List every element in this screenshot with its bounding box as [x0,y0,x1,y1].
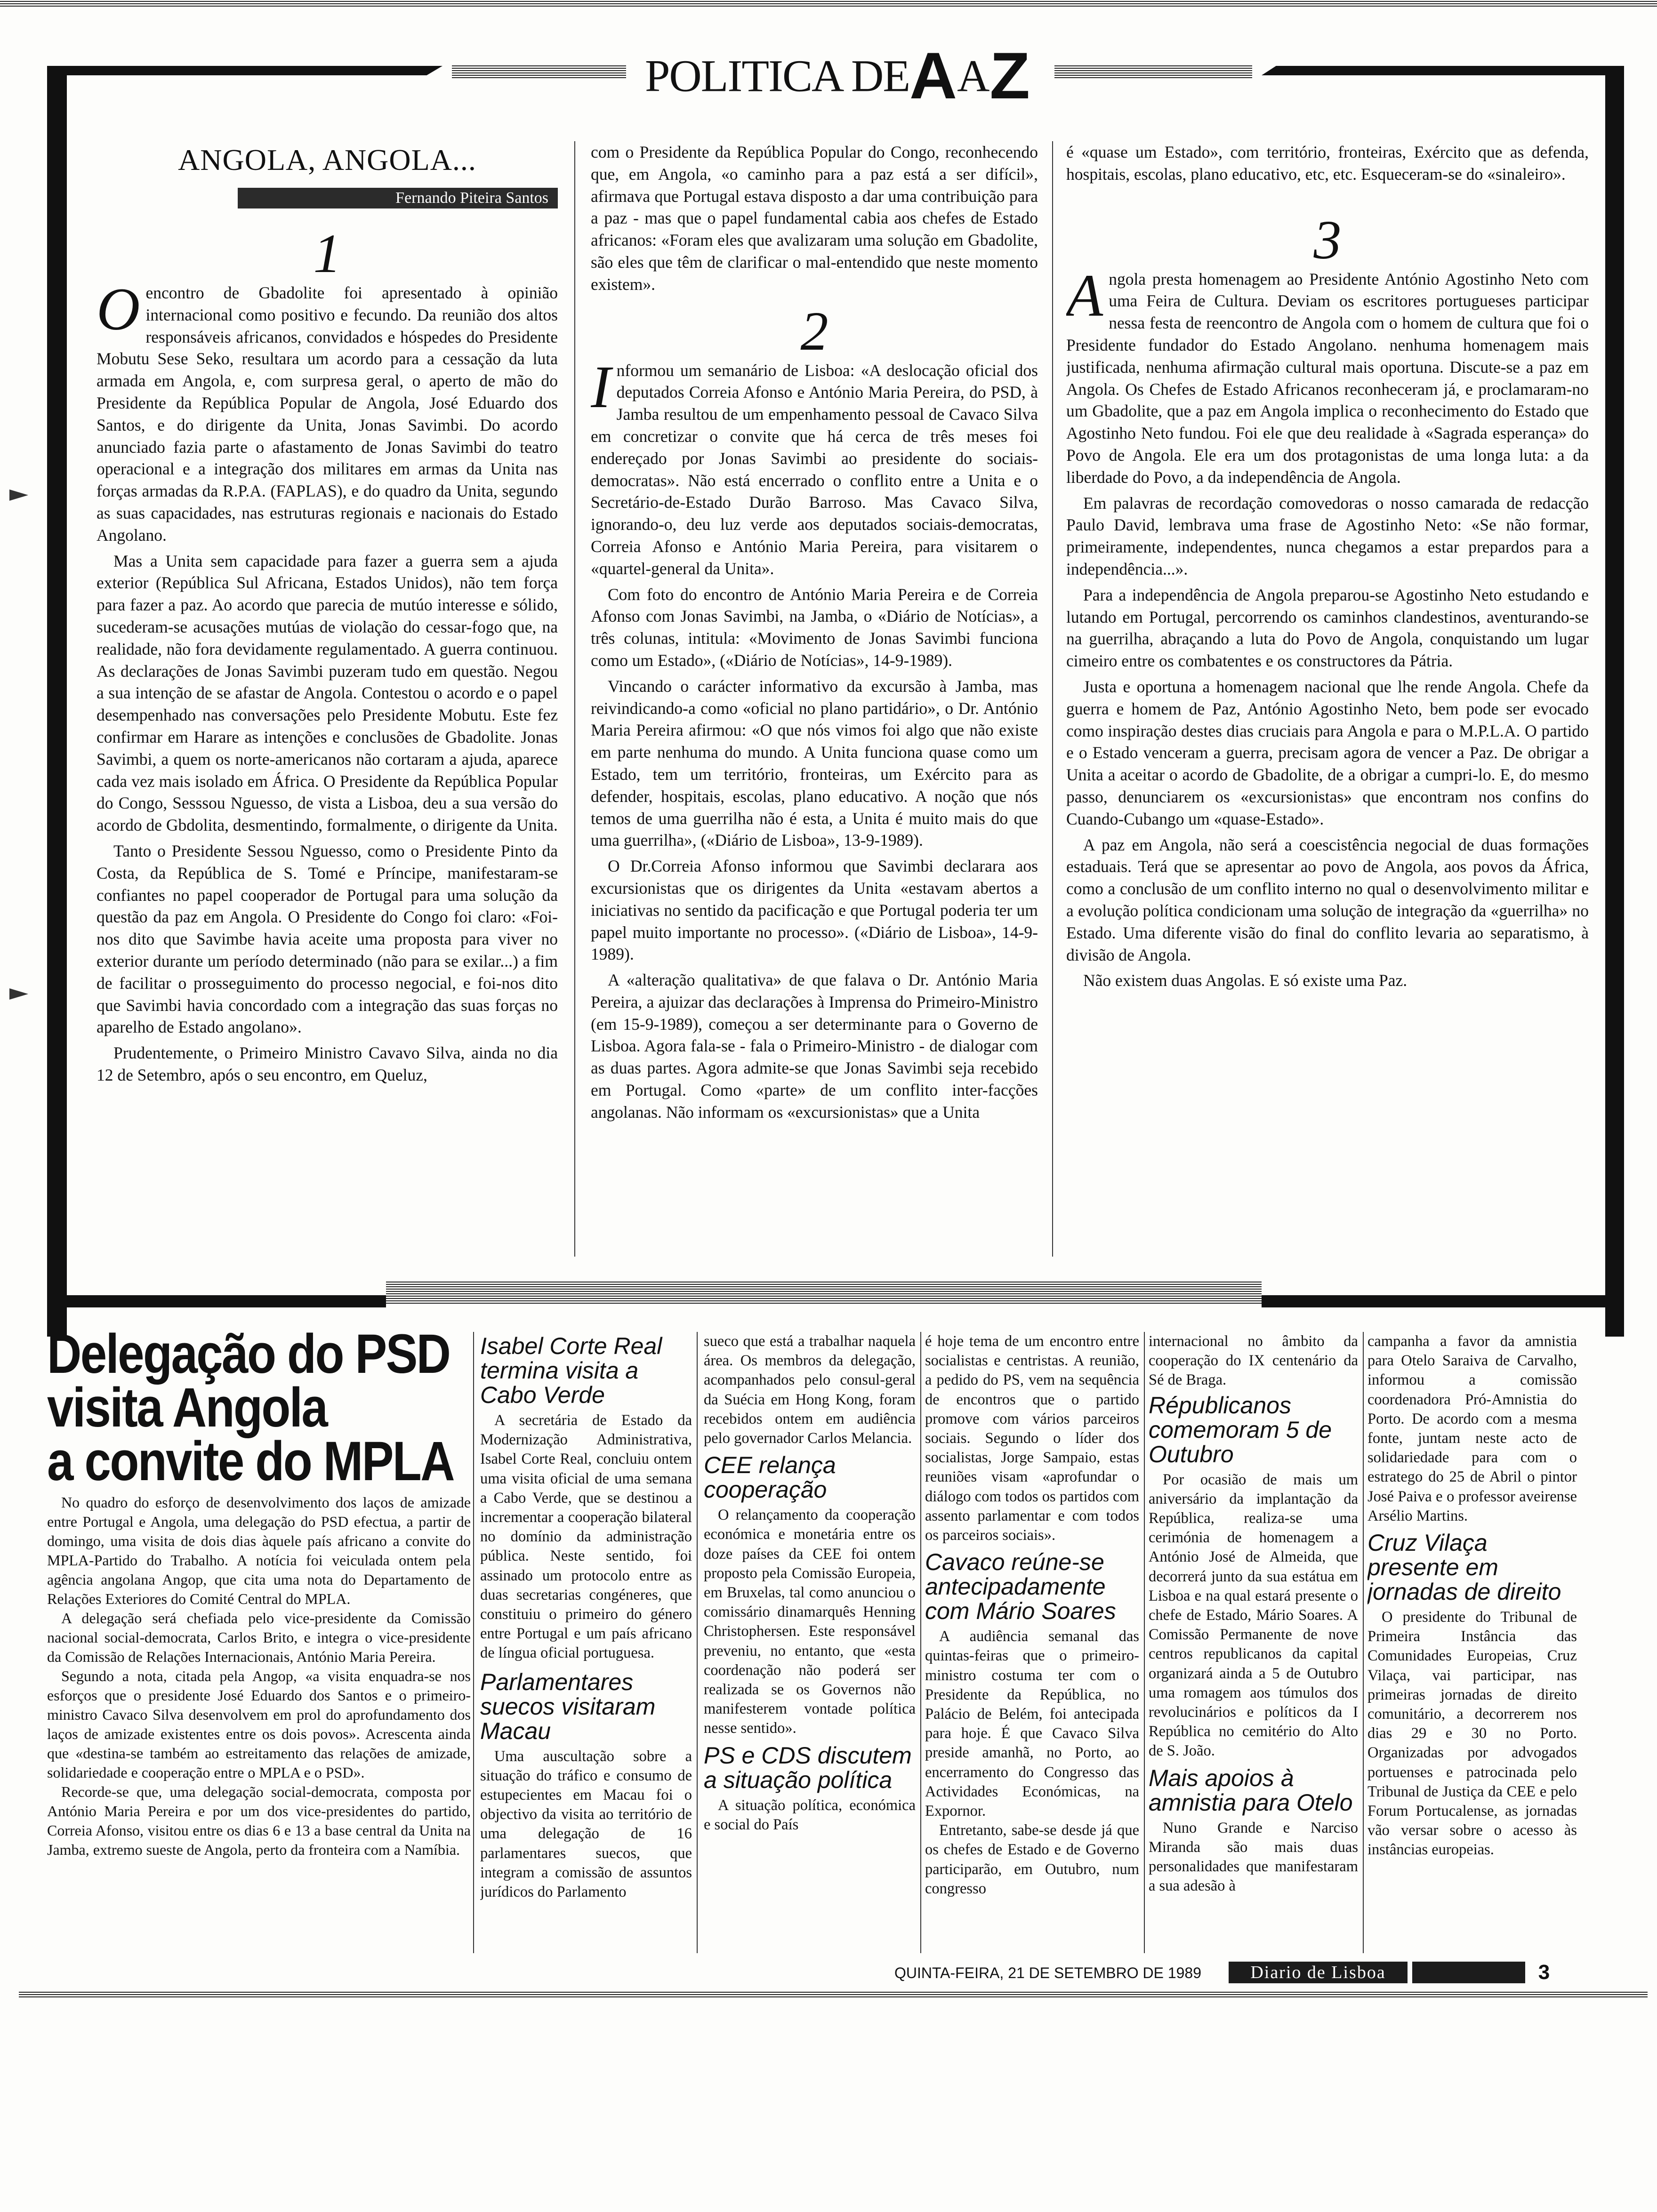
paragraph: internacional no âmbito da cooperação do IX centenário da Sé de Braga. [1149,1333,1358,1389]
psd-headline [47,1327,468,1492]
paragraph: Em palavras de recordação comovedoras o nosso camarada de redacção Paulo David, lembrava uma frase de Agostinho Neto: «Se não formar, primeiramente, independentes, nunca chegamos a estar prepardos para a independência...». [1066,493,1589,578]
masthead-big-z: Z [989,39,1030,112]
paragraph: O relançamento da cooperação económica e monetária entre os doze países da CEE foi ontem proposto pela Comissão Europeia, em Bruxelas, tal como anunciou o comissário dinamarquês Henning Christophersen. Este responsável preveniu, no entanto, que «esta coordenação não poderá ser realizada se os Governos não manifesterem vontade política nesse sentido». [704,1507,916,1737]
column-rule [574,141,575,1257]
paragraph: ngola presta homenagem ao Presidente António Agostinho Neto com uma Feira de Cultura. Deviam os escritores portugueses participar nessa festa de reencontro de Angola com o homem de cultura que foi o Presidente fundador do Estado Angolano. nenhuma homenagem mais justificada, nenhuma afirmação cultural mais oportuna. Discute-se a paz em Angola. Os Chefes de Estado Africanos reconheceram já, e proclamaram-no um Gbadolite, que a paz em Angola implica o reconhecimento do Estado que Agostinho Neto fundou. Foi ele que deu realidade à «Sagrada esperança» do Povo de Angola. Ele era um dos protagonistas de uma longa luta: a da liberdade do Povo, a da independência de Angola. [1066,269,1589,487]
briefs-column-3 [925,1332,1139,1953]
psd-headline-line: visita Angola [47,1377,327,1439]
paragraph: Para a independência de Angola preparou-se Agostinho Neto estudando e lutando em Portugal, percorrendo os caminhos clandestinos, aventurando-se na guerrilha, abraçando a luta do Povo de Angola, conquistando um lugar cimeiro entre os combatentes e os constructores da Pátria. [1066,585,1589,671]
frame-right-bar [1605,66,1624,1337]
column-rule [1363,1332,1364,1953]
brief-headline: CEE relança cooperação [704,1452,836,1503]
psd-headline-line: a convite do MPLA [47,1430,454,1492]
paragraph: Nuno Grande e Narciso Miranda são mais duas personalidades que manifestaram a sua adesão à [1149,1819,1358,1895]
footer-date: QUINTA-FEIRA, 21 DE SETEMBRO DE 1989 [894,1964,1202,1981]
paragraph: No quadro do esforço de desenvolvimento dos laços de amizade entre Portugal e Angola, uma delegação do PSD efectua, a partir de domingo, uma visita de dois dias àquele país africano a convite do MPLA-Partido do Trabalho. A notícia foi veiculada ontem pela agência angolana Angop, que cita uma nota do Departamento de Relações Exteriores do Comité Central do MPLA. [47,1494,471,1607]
dropcap-o: O [97,276,140,343]
masthead-big-a: A [909,39,957,112]
article-byline: Fernando Piteira Santos [238,188,558,208]
masthead-hatch-right [1054,64,1252,78]
margin-arrow-mark [9,489,28,501]
frame-bottom-hatch [386,1281,1262,1304]
section-number-1: 1 [313,223,341,284]
article-column-1 [97,141,558,1261]
paragraph: Justa e oportuna a homenagem nacional que lhe rende Angola. Chefe da guerra e homem de Paz, António Agostinho Neto, bem pode ser evocado como inspiração destes dias cruciais para Angola e para o M.P.L.A. O partido e o Estado venceram a guerra, precisam agora de vencer a Paz. De obrigar a Unita a aceitar o acordo de Gbadolite, de a obrigar a cumpri-lo. E, do mesmo passo, denunciarem os «excursionistas» que encontram nos confins do Cuando-Cubango um «quase-Estado». [1066,677,1589,828]
paragraph: Prudentemente, o Primeiro Ministro Cavavo Silva, ainda no dia 12 de Setembro, após o seu encontro, em Queluz, [97,1043,558,1084]
paragraph: Vincando o carácter informativo da excursão à Jamba, mas reivindicando-a como «oficial no plano partidário», o Dr. António Maria Pereira afirmou: «O que nós vimos foi algo que não existe em parte nenhuma do mundo. A Unita funciona quase como um Estado, tem um território, fronteiras, um Exército para as defender, hospitais, escolas, plano educativo. A noção que nós temos de uma guerrilha não é esta, a Unita é muito mais do que uma guerrilha», («Diário de Lisboa», 13-9-1989). [591,676,1038,850]
paragraph: Não existem duas Angolas. E só existe uma Paz. [1083,971,1408,990]
paragraph: Recorde-se que, uma delegação social-democrata, composta por António Maria Pereira e por um dos vice-presidentes do partido, Correia Afonso, visitou entre os dias 6 e 13 a base central da Unita na Jamba, extremo sueste de Angola, perto da fronteira com a Namíbia. [47,1783,471,1858]
paragraph: A paz em Angola, não será a coescistência negocial de duas formações estaduais. Terá que se apresentar ao povo de Angola, aos povos da África, como a conclusão de um conflito interno no qual o desenvolvimento militar e a evolução política condicionam uma solução de integração da «guerrilha» no Estado. Uma diferente visão do final do conflito levaria ao separatismo, à divisão de Angola. [1066,835,1589,964]
masthead-bar-left [47,66,442,75]
paragraph: A audiência semanal das quintas-feiras que o primeiro-ministro costuma ter com o Presidente da República, no Palácio de Belém, foi antecipada para hoje. É que Cavaco Silva preside amanhã, no Porto, ao encerramento do Congresso das Actividades Económicas, na Expornor. [925,1628,1139,1820]
brief-headline: PS e CDS discutem a situação política [704,1742,912,1793]
psd-headline-line: Delegação do PSD [47,1327,450,1385]
paragraph: Mas a Unita sem capacidade para fazer a guerra sem a ajuda exterior (República Sul Africana, Estados Unidos), não tem força para fazer a paz. Ao acordo que parecia de mutúo interesse e sólido, sucederam-se acusações mutúas de violação do cessar-fogo que, na realidade, não fora devidamente regulamentado. A guerra continuou. As declarações de Jonas Savimbi puzeram tudo em questão. Negou a sua intenção de se afastar de Angola. Contestou o acordo e o papel desempenhado nas conversações pelo Presidente Mobutu. Este fez confirmar em Harare as intenções e conclusões de Gbadolite. Jonas Savimbi, a quem os norte-americanos não cortaram a ajuda, aparece cada vez mais isolado em África. O Presidente da República Popular do Congo, Sesssou Nguesso, de vista a Lisboa, deu a sua versão do acordo de Gbdolita, desmentindo, formalmente, o dirigente da Unita. [97,551,558,835]
brief-headline: Isabel Corte Real termina visita a Cabo Verde [480,1333,662,1408]
briefs-column-2 [704,1332,916,1953]
footer-page-number: 3 [1538,1961,1550,1984]
frame-left-bar [47,66,67,1337]
brief-headline: Républicanos comemoram 5 de Outubro [1149,1392,1332,1467]
section-number-3: 3 [1313,208,1342,271]
article-column-2 [591,141,1038,1261]
column-rule [920,1332,921,1953]
paragraph: Segundo a nota, citada pela Angop, «a visita enquadra-se nos esforços que o presidente José Eduardo dos Santos e o primeiro-ministro Cavaco Silva desenvolvem em prol do aprofundamento dos laços de amizade existentes entre os dois povos». Acrescenta ainda que «destina-se também ao estreitamento das relações de amizade, solidariedade e cooperação entre o MPLA e o PSD». [47,1667,471,1781]
frame-bottom-bar-right [1262,1295,1624,1307]
frame-bottom-bar-left [47,1295,386,1307]
psd-article [47,1327,471,1958]
paragraph: A situação política, económica e social do País [704,1796,916,1833]
section-masthead [645,38,1050,112]
article-title: ANGOLA, ANGOLA... [178,143,476,176]
dropcap-i: I [591,353,611,420]
top-hatch-band [0,0,1657,7]
paragraph: Tanto o Presidente Sessou Nguesso, como o Presidente Pinto da Costa, da República de S. Tomé e Príncipe, manifestaram-se confiantes no papel cooperador de Portugal para uma solução da questão da paz em Angola. O Presidente do Congo foi claro: «Foi-nos dito que Savimbe havia aceite uma proposta para viver no exterior durante um período determinado (não para se exilar...) a fim de facilitar o prosseguimento do processo negocial, e foi-nos dito que Savimbi havia concordado com a integração das suas forças no aparelho de Estado angolano». [97,841,558,1037]
masthead-mid-a: A [957,50,990,101]
masthead-hatch-left [452,64,626,78]
paragraph: Com foto do encontro de António Maria Pereira e de Correia Afonso com Jonas Savimbi, na Jamba, o «Diário de Notícias», a três colunas, intitula: «Movimento de Jonas Savimbi funciona como um Estado», («Diário de Notícias», 14-9-1989). [591,585,1038,670]
footer-bar [1412,1962,1525,1983]
bottom-hatch-band [19,1992,1648,1997]
brief-headline: Mais apoios à amnistia para Otelo [1149,1764,1353,1816]
paragraph: encontro de Gbadolite foi apresentado à opinião internacional como positivo e fecundo. Da reunião dos altos responsáveis africanos, convidados e hóspedes do Presidente Mobutu Sese Seko, resultara um acordo para a cessação da luta armada em Angola, e, com surpresa geral, o aperto de mão do Presidente da República Popular de Angola, José Eduardo dos Santos, e do dirigente da Unita, Jonas Savimbi. Do acordo anunciado fazia parte o afastamento de Jonas Savimbi do teatro operacional e a integração dos militares em armas da Unita nas forças armadas da R.P.A. (FAPLAS), e do quadro da Unita, segundo as suas capacidades, nas estruturas regionais e nacionais do Estado Angolano. [97,283,558,545]
footer-paper-name: Diario de Lisboa [1229,1962,1408,1983]
paragraph: com o Presidente da República Popular do Congo, reconhecendo que, em Angola, «o caminho para a paz está a ser difícil», afirmava que Portugal estava disposto a dar uma contribuição para a paz - mas que o papel fundamental cabia aos chefes de Estado africanos: «Foram eles que avalizaram uma solução em Gbadolite, são eles que têm de clarificar o mal-entendido que neste momento existem». [591,143,1038,294]
paragraph: A «alteração qualitativa» de que falava o Dr. António Maria Pereira, a ajuizar das declarações à Imprensa do Primeiro-Ministro (em 15-9-1989), começou a ser determinante para o Governo de Lisboa. Agora fala-se - fala o Primeiro-Ministro - de dialogar com as duas partes. Agora admite-se que Jonas Savimbi seja recebido em Portugal. Como «parte» de um conflito inter-facções angolanas. Não informam os «excursionistas» que a Unita [591,970,1038,1122]
dropcap-a: A [1066,262,1103,329]
column-rule [1144,1332,1145,1953]
briefs-column-5 [1367,1332,1577,1953]
paragraph: sueco que está a trabalhar naquela área. Os membros da delegação, acompanhados pelo consul-geral da Suécia em Hong Kong, foram recebidos ontem em audiência pelo governador Carlos Melancia. [704,1333,916,1447]
column-rule [697,1332,698,1953]
brief-headline: Cavaco reúne-se antecipadamente com Mário Soares [925,1549,1116,1625]
paragraph: O Dr.Correia Afonso informou que Savimbi declarara aos excursionistas que os dirigentes da Unita «estavam abertos a iniciativas no sentido da pacificação e que Portugal poderia ter um papel muito importante no processo». («Diário de Lisboa», 14-9-1989). [591,857,1038,964]
paragraph: Uma auscultação sobre a situação do tráfico e consumo de estupecientes em Macau foi o objectivo da visita ao território de uma delegação de 16 parlamentares suecos, que integram a comissão de assuntos jurídicos do Parlamento [480,1747,692,1901]
paragraph: nformou um semanário de Lisboa: «A deslocação oficial dos deputados Correia Afonso e António Maria Pereira, do PSD, à Jamba resultou de um empenhamento pessoal de Cavaco Silva em concretizar o convite que há cerca de três meses foi endereçado por Jonas Savimbi ao presidente do sociais-democratas». Não está encerrado o conflito entre a Unita e o Secretário-de-Estado Durão Barroso. Mas Cavaco Silva, ignorando-o, deu luz verde aos deputados sociais-democratas, Correia Afonso e António Maria Pereira, para visitarem o «quartel-general da Unita». [591,361,1038,578]
masthead-prefix: POLITICA DE [645,50,909,101]
paragraph: A delegação será chefiada pelo vice-presidente da Comissão nacional social-democrata, Carlos Brito, e integra o vice-presidente da Comissão de Relações Internacionais, António Maria Pereira. [47,1610,471,1665]
article-column-3 [1066,141,1589,1261]
paragraph: campanha a favor da amnistia para Otelo Saraiva de Carvalho, informou a comissão coordenadora Pró-Amnistia do Porto. De acordo com a mesma fonte, juntam neste acto de solidariedade para com o estratego do 25 de Abril o pintor José Paiva e o professor aveirense Arsélio Martins. [1367,1333,1577,1524]
paragraph: A secretária de Estado da Modernização Administrativa, Isabel Corte Real, concluiu ontem uma visita oficial de uma semana a Cabo Verde, que se destinou a incrementar a cooperação bilateral no domínio da administração pública. Neste sentido, foi assinado um protocolo entre as duas secretarias congéneres, que constituiu o primeiro do género entre Portugal e um país africano de língua oficial portuguesa. [480,1412,692,1662]
column-rule [473,1332,474,1953]
column-rule [1052,141,1053,1257]
margin-arrow-mark [9,988,28,1000]
paragraph: Por ocasião de mais um aniversário da implantação da República, realiza-se uma cerimónia de homenagem a António José de Almeida, que decorrerá junto da sua estátua em Lisboa e na qual estará presente o chefe de Estado, Mário Soares. A Comissão Permanente de nove centros republicanos da capital organizará ainda a 5 de Outubro uma romagem aos túmulos dos revolucinários e políticos da I República no cemitério do Alto de S. João. [1149,1471,1358,1760]
briefs-column-4 [1149,1332,1358,1953]
paragraph: é «quase um Estado», com território, fronteiras, Exército que as defenda, hospitais, escolas, plano educativo, etc, etc. Esqueceram-se do «sinaleiro». [1066,143,1589,184]
brief-headline: Cruz Vilaça presente em jornadas de direito [1367,1530,1561,1605]
briefs-column-1 [480,1332,692,1953]
brief-headline: Parlamentares suecos visitaram Macau [480,1668,656,1744]
paragraph: O presidente do Tribunal de Primeira Instância das Comunidades Europeias, Cruz Vilaça, vai participar, nas primeiras jornadas de direito comunitário, a decorrerem nos dias 29 e 30 no Porto. Organizadas por advogados portuenses e patrocinada pelo Tribunal de Justiça da CEE e pelo Forum Portucalense, as jornadas vão versar sobre o acesso às instâncias europeias. [1367,1609,1577,1859]
section-number-2: 2 [800,300,828,362]
paragraph: Entretanto, sabe-se desde já que os chefes de Estado e de Governo participarão, em Outubro, num congresso [925,1822,1139,1897]
masthead-bar-right [1262,66,1624,75]
paragraph: é hoje tema de um encontro entre socialistas e centristas. A reunião, a pedido do PS, vem na sequência de encontros que o partido promove com vários parceiros sociais. Segundo o líder dos socialistas, Jorge Sampaio, estas reuniões visam «aprofundar o diálogo com todos os partidos com assento parlamentar e com todos os parceiros sociais». [925,1333,1139,1544]
